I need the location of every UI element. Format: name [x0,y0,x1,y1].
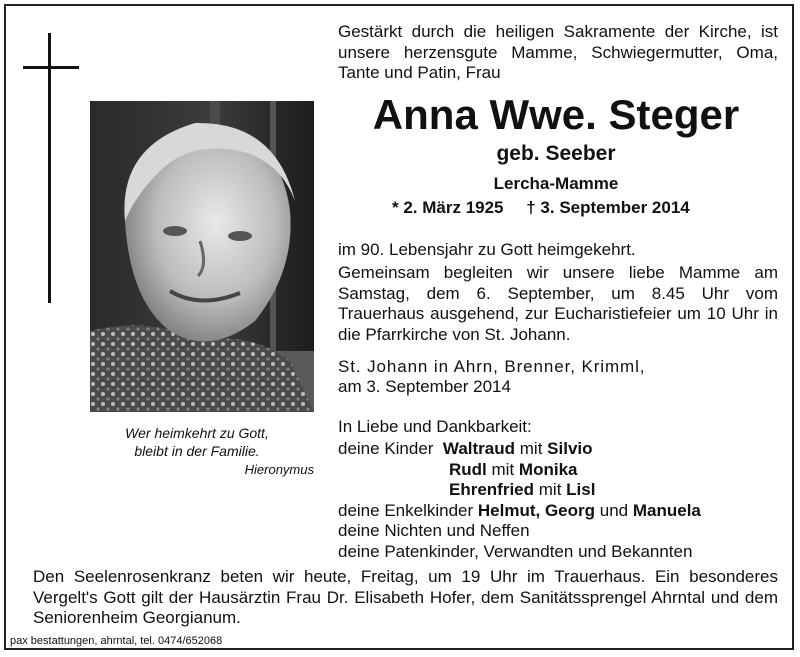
cross-icon [48,33,51,303]
list-item [338,501,701,522]
list-item: deine Patenkinder, Verwandten und Bekannten [338,541,693,561]
funeral-text: Gemeinsam begleiten wir unsere liebe Mamme am Samstag, dem 6. September, um 8.45 Uhr vom Trauerhaus ausgehend, zur Eucharistiefeier um 10 Uhr in die Pfarrkirche von St. Johann. [338,263,778,344]
portrait-photo [90,101,314,412]
mourners-list [338,439,701,562]
cross-icon-bar [23,66,79,69]
birth-date: * 2. März 1925 [392,198,504,217]
place-line: St. Johann in Ahrn, Brenner, Krimml, [338,357,646,376]
list-item: deine Nichten und Neffen [338,521,530,540]
life-dates [392,198,690,218]
child-name: Waltraud [442,439,516,458]
partner-name: Monika [518,459,578,479]
death-date: † 3. September 2014 [526,198,690,217]
quote-line: Wer heimkehrt zu Gott, [125,425,269,441]
grandkids-names: Helmut, Georg [477,500,596,520]
grandkids-name: Manuela [632,500,701,520]
grandkids-label: deine Enkelkinder [338,500,474,520]
partner-name: Silvio [547,439,593,458]
and-word: und [599,500,629,520]
kids-label: deine Kinder [338,439,434,458]
with-word: mit [519,439,543,458]
with-word: mit [538,480,562,499]
list-item [338,460,701,481]
rosary-text: Den Seelenrosenkranz beten wir heute, Freitag, um 19 Uhr im Trauerhaus. Ein besonderes Vergelt's Gott gilt der Hausärztin Frau Dr. Elisabeth Hofer, dem Sanitätssprengel Ahrntal und dem Seniorenheim Georgianum. [33,567,778,627]
mourners-heading: In Liebe und Dankbarkeit: [338,417,532,436]
child-name: Rudl [449,459,487,479]
age-line: im 90. Lebensjahr zu Gott heimgekehrt. [338,240,636,259]
quote-author: Hieronymus [244,462,314,477]
nickname: Lercha-Mamme [493,174,619,193]
quote-line: bleibt in der Familie. [134,443,260,459]
maiden-name: geb. Seeber [496,142,616,165]
deceased-name: Anna Wwe. Steger [372,91,740,138]
list-item [338,439,701,460]
with-word: mit [491,459,515,479]
quote [92,424,302,460]
intro-text: Gestärkt durch die heiligen Sakramente der Kirche, ist unsere herzensgute Mamme, Schwiegermutter, Oma, Tante und Patin, Frau [338,22,778,82]
list-item [338,480,701,501]
footer-credit: pax bestattungen, ahrntal, tel. 0474/652068 [10,635,223,647]
date-line: am 3. September 2014 [338,377,511,396]
child-name: Ehrenfried [449,480,535,499]
partner-name: Lisl [566,480,596,499]
